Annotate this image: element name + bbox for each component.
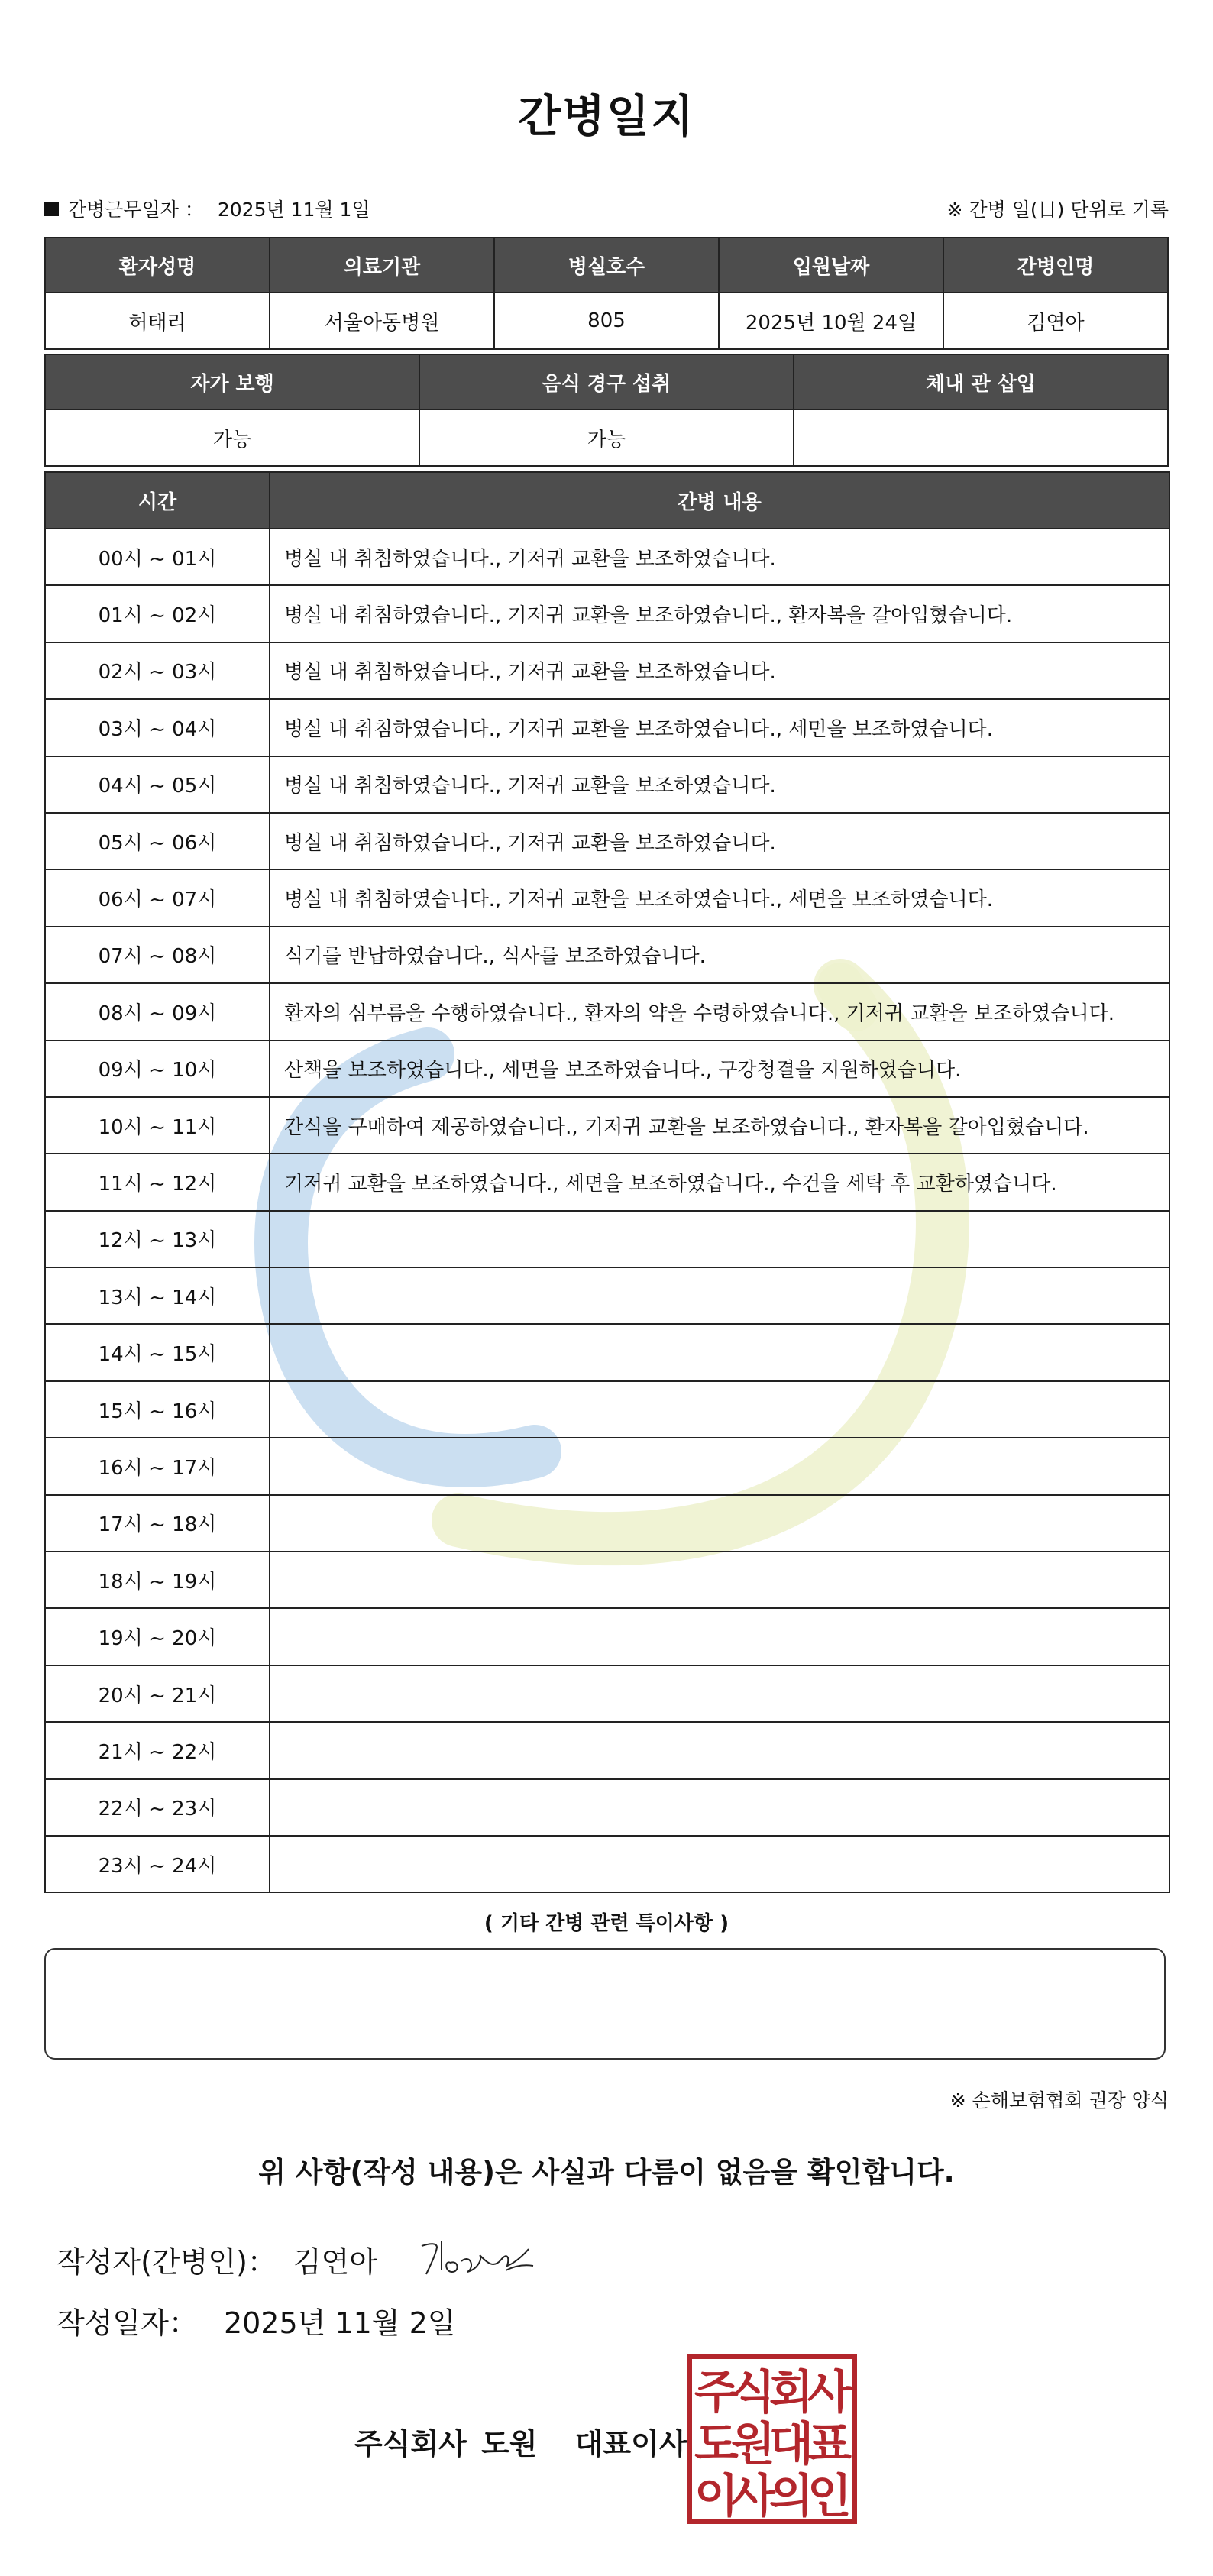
table-row [45, 1438, 1169, 1494]
time-cell: 12시 ~ 13시 [45, 1211, 270, 1267]
time-cell: 02시 ~ 03시 [45, 642, 270, 699]
svg-text:이: 이 [694, 2470, 739, 2523]
time-cell: 00시 ~ 01시 [45, 529, 270, 585]
care-log-table [44, 471, 1170, 1893]
time-cell: 01시 ~ 02시 [45, 585, 270, 642]
table-row [45, 529, 1169, 585]
header-admission-date: 입원날짜 [719, 238, 943, 293]
content-cell [270, 1836, 1169, 1892]
time-cell: 20시 ~ 21시 [45, 1665, 270, 1722]
header-hospital: 의료기관 [270, 238, 494, 293]
time-cell: 03시 ~ 04시 [45, 699, 270, 756]
time-cell: 07시 ~ 08시 [45, 927, 270, 983]
square-bullet-icon [44, 202, 59, 216]
patient-status-value-row [45, 409, 1168, 466]
work-date [44, 195, 370, 222]
time-cell: 17시 ~ 18시 [45, 1495, 270, 1552]
written-date-line [57, 2299, 455, 2341]
special-notes-box [44, 1948, 1166, 2060]
content-cell: 기저귀 교환을 보조하였습니다., 세면을 보조하였습니다., 수건을 세탁 후 교환하였습니다. [270, 1154, 1169, 1210]
content-cell [270, 1267, 1169, 1324]
content-cell: 환자의 심부름을 수행하였습니다., 환자의 약을 수령하였습니다., 기저귀 교환을 보조하였습니다. [270, 983, 1169, 1040]
record-note: ※ 간병 일(日) 단위로 기록 [946, 199, 1169, 221]
content-cell: 병실 내 취침하였습니다., 기저귀 교환을 보조하였습니다. [270, 813, 1169, 869]
svg-text:의: 의 [769, 2470, 814, 2523]
walking-status: 가능 [45, 409, 419, 466]
table-row [45, 1040, 1169, 1097]
signature-image [414, 2232, 544, 2286]
header-tube-insertion: 체내 관 삽입 [794, 354, 1168, 409]
header-room: 병실호수 [494, 238, 719, 293]
header-time: 시간 [45, 472, 270, 529]
table-row [45, 1324, 1169, 1380]
time-cell: 23시 ~ 24시 [45, 1836, 270, 1892]
time-cell: 22시 ~ 23시 [45, 1779, 270, 1836]
content-cell: 간식을 구매하여 제공하였습니다., 기저귀 교환을 보조하였습니다., 환자복을 갈아입혔습니다. [270, 1097, 1169, 1154]
content-cell [270, 1779, 1169, 1836]
special-notes-title: ( 기타 간병 관련 특이사항 ) [484, 1912, 729, 1935]
table-row [45, 869, 1169, 926]
content-cell: 병실 내 취침하였습니다., 기저귀 교환을 보조하였습니다. [270, 642, 1169, 699]
content-cell: 병실 내 취침하였습니다., 기저귀 교환을 보조하였습니다. [270, 529, 1169, 585]
header-care-content: 간병 내용 [270, 472, 1169, 529]
content-cell [270, 1722, 1169, 1778]
tube-insertion-status [794, 409, 1168, 466]
content-cell [270, 1211, 1169, 1267]
svg-text:표: 표 [807, 2418, 852, 2471]
admission-date: 2025년 10월 24일 [719, 293, 943, 349]
table-row [45, 1154, 1169, 1210]
patient-status-table [44, 354, 1169, 467]
time-cell: 16시 ~ 17시 [45, 1438, 270, 1494]
svg-text:식: 식 [731, 2366, 775, 2419]
time-cell: 19시 ~ 20시 [45, 1608, 270, 1665]
content-cell [270, 1438, 1169, 1494]
patient-status-header-row [45, 354, 1168, 409]
content-cell: 병실 내 취침하였습니다., 기저귀 교환을 보조하였습니다., 세면을 보조하였습니다. [270, 699, 1169, 756]
table-row [45, 1381, 1169, 1438]
svg-text:도: 도 [694, 2418, 739, 2471]
time-cell: 15시 ~ 16시 [45, 1381, 270, 1438]
patient-info-table [44, 237, 1169, 350]
patient-info-header-row [45, 238, 1168, 293]
header-patient-name: 환자성명 [45, 238, 270, 293]
time-cell: 08시 ~ 09시 [45, 983, 270, 1040]
table-row [45, 813, 1169, 869]
table-row [45, 756, 1169, 813]
company-seal-stamp [687, 2354, 857, 2524]
table-row [45, 1097, 1169, 1154]
content-cell: 산책을 보조하였습니다., 세면을 보조하였습니다., 구강청결을 지원하였습니다. [270, 1040, 1169, 1097]
svg-text:사: 사 [807, 2366, 852, 2419]
content-cell [270, 1324, 1169, 1380]
svg-text:회: 회 [769, 2366, 814, 2419]
room-number: 805 [494, 293, 719, 349]
svg-text:대: 대 [769, 2418, 814, 2471]
time-cell: 04시 ~ 05시 [45, 756, 270, 813]
content-cell: 병실 내 취침하였습니다., 기저귀 교환을 보조하였습니다., 환자복을 갈아입혔습니다. [270, 585, 1169, 642]
time-cell: 06시 ~ 07시 [45, 869, 270, 926]
caregiver-name: 김연아 [943, 293, 1168, 349]
recommended-form-note: ※ 손해보험협회 권장 양식 [949, 2089, 1169, 2112]
writer-label: 작성자(간병인)： [57, 2244, 277, 2279]
table-row [45, 927, 1169, 983]
table-row [45, 1836, 1169, 1892]
time-cell: 14시 ~ 15시 [45, 1324, 270, 1380]
work-date-row [44, 195, 1169, 225]
company-name: 주식회사 도원 [354, 2427, 538, 2461]
header-walking: 자가 보행 [45, 354, 419, 409]
table-row [45, 1608, 1169, 1665]
time-cell: 10시 ~ 11시 [45, 1097, 270, 1154]
table-row [45, 1722, 1169, 1778]
time-cell: 21시 ~ 22시 [45, 1722, 270, 1778]
content-cell: 병실 내 취침하였습니다., 기저귀 교환을 보조하였습니다., 세면을 보조하였습니다. [270, 869, 1169, 926]
table-row [45, 585, 1169, 642]
time-cell: 13시 ~ 14시 [45, 1267, 270, 1324]
table-row [45, 699, 1169, 756]
header-caregiver-name: 간병인명 [943, 238, 1168, 293]
written-date-label: 작성일자： [57, 2306, 198, 2340]
care-log-header-row [45, 472, 1169, 529]
table-row [45, 983, 1169, 1040]
content-cell [270, 1495, 1169, 1552]
company-representative: 대표이사 [574, 2427, 687, 2461]
svg-text:사: 사 [731, 2470, 775, 2523]
patient-info-value-row [45, 293, 1168, 349]
content-cell [270, 1608, 1169, 1665]
page-title: 간병일지 [517, 90, 696, 142]
work-date-label: 간병근무일자 ： [68, 199, 204, 221]
header-oral-intake: 음식 경구 섭취 [419, 354, 794, 409]
time-cell: 11시 ~ 12시 [45, 1154, 270, 1210]
oral-intake-status: 가능 [419, 409, 794, 466]
confirmation-statement: 위 사항(작성 내용)은 사실과 다름이 없음을 확인합니다. [258, 2156, 955, 2189]
work-date-value: 2025년 11월 1일 [217, 199, 370, 221]
writer-name: 김연아 [293, 2244, 378, 2279]
content-cell [270, 1665, 1169, 1722]
table-row [45, 1495, 1169, 1552]
table-row [45, 1779, 1169, 1836]
time-cell: 18시 ~ 19시 [45, 1552, 270, 1608]
content-cell [270, 1552, 1169, 1608]
content-cell [270, 1381, 1169, 1438]
svg-text:주: 주 [694, 2366, 739, 2419]
time-cell: 05시 ~ 06시 [45, 813, 270, 869]
patient-name: 허태리 [45, 293, 270, 349]
hospital-name: 서울아동병원 [270, 293, 494, 349]
content-cell: 병실 내 취침하였습니다., 기저귀 교환을 보조하였습니다. [270, 756, 1169, 813]
table-row [45, 1552, 1169, 1608]
time-cell: 09시 ~ 10시 [45, 1040, 270, 1097]
company-signature [354, 2420, 687, 2462]
table-row [45, 1211, 1169, 1267]
writer-line [57, 2232, 544, 2286]
table-row [45, 642, 1169, 699]
table-row [45, 1665, 1169, 1722]
written-date-value: 2025년 11월 2일 [223, 2306, 456, 2340]
svg-text:인: 인 [807, 2470, 852, 2523]
svg-text:원: 원 [731, 2418, 775, 2471]
content-cell: 식기를 반납하였습니다., 식사를 보조하였습니다. [270, 927, 1169, 983]
table-row [45, 1267, 1169, 1324]
